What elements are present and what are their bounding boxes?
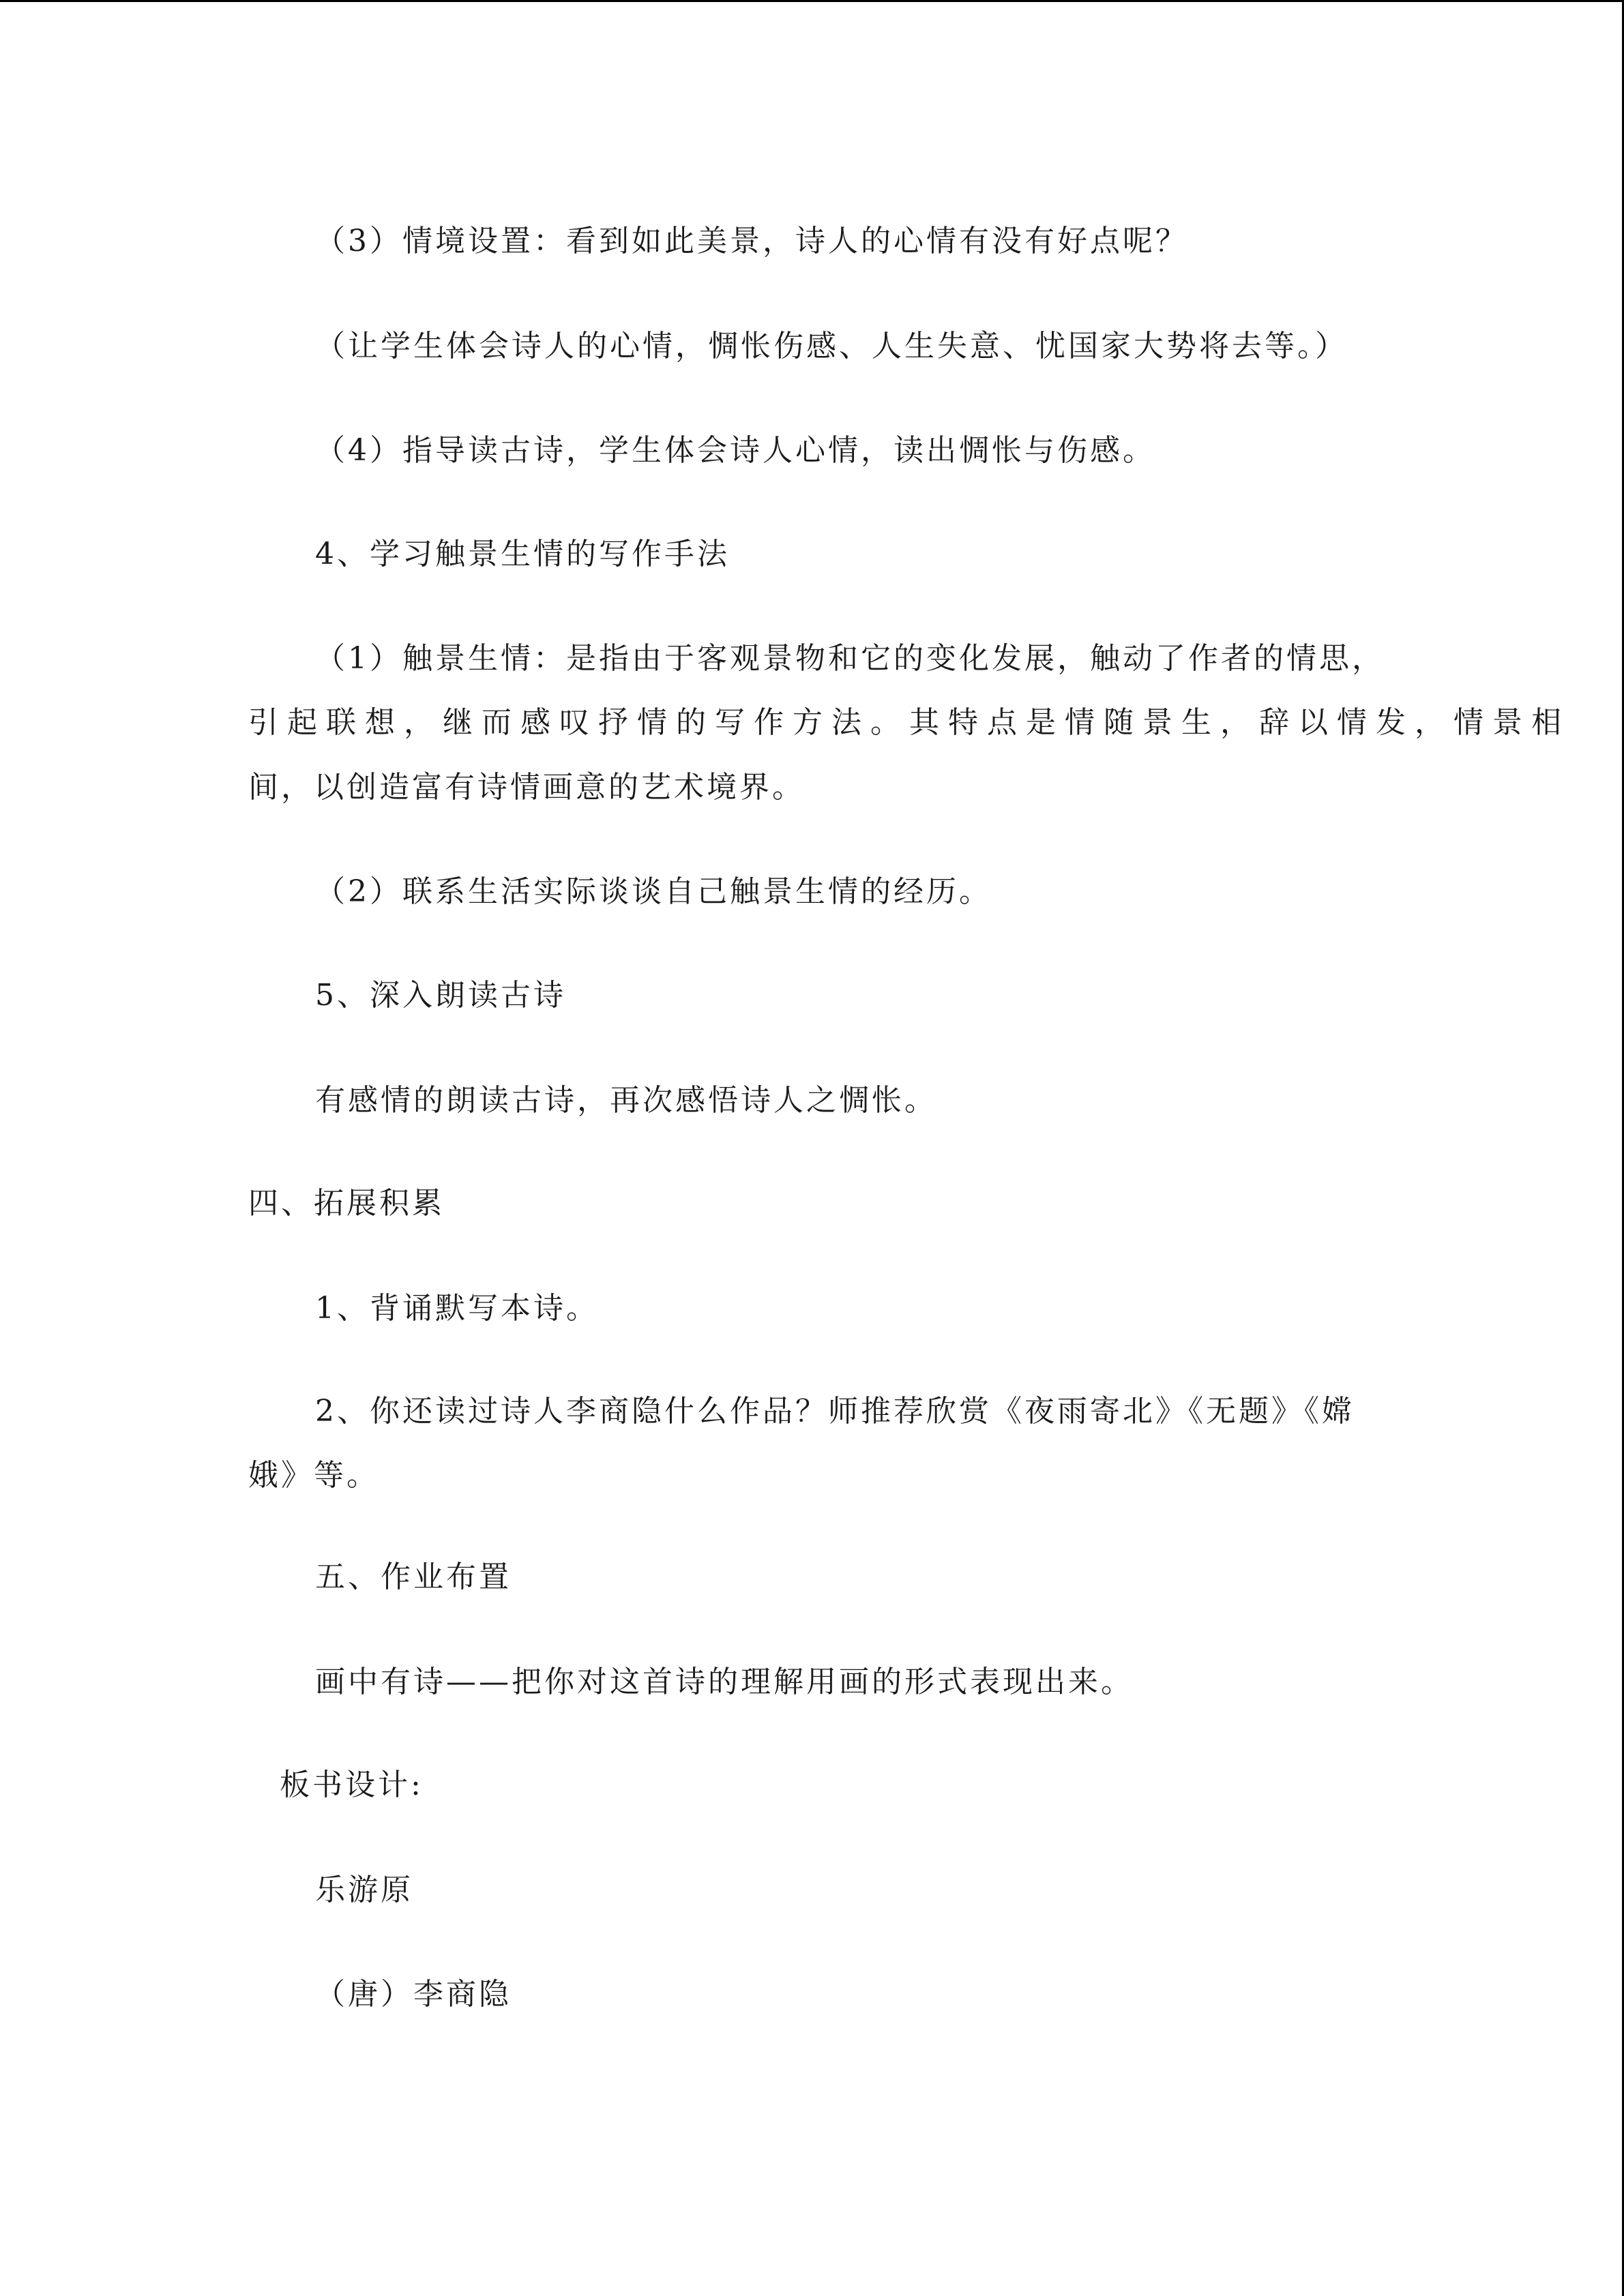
paragraph-line: （让学生体会诗人的心情，惆怅伤感、人生失意、忧国家大势将去等。） — [315, 329, 1348, 363]
page-border-top — [0, 0, 1624, 2]
section-heading: 四、拓展积累 — [248, 1186, 445, 1221]
paragraph-line: （2）联系生活实际谈谈自己触景生情的经历。 — [315, 874, 992, 909]
paragraph-line: （4）指导读古诗，学生体会诗人心情，读出惆怅与伤感。 — [315, 433, 1155, 468]
section-heading: 4、学习触景生情的写作手法 — [315, 537, 730, 571]
paragraph-line: 1、背诵默写本诗。 — [315, 1291, 599, 1326]
paragraph-line: （3）情境设置：看到如此美景，诗人的心情有没有好点呢？ — [315, 224, 1188, 258]
paragraph-line: 画中有诗——把你对这首诗的理解用画的形式表现出来。 — [315, 1665, 1134, 1699]
paragraph-line: 间，以创造富有诗情画意的艺术境界。 — [248, 770, 805, 805]
paragraph-line: 2、你还读过诗人李商隐什么作品？师推荐欣赏《夜雨寄北》《无题》《嫦 — [315, 1394, 1355, 1429]
section-heading: 5、深入朗读古诗 — [315, 978, 566, 1013]
section-heading: 五、作业布置 — [315, 1560, 512, 1594]
paragraph-line: 引起联想，继而感叹抒情的写作方法。其特点是情随景生，辞以情发，情景相 — [248, 705, 1570, 740]
poem-title: 乐游原 — [315, 1873, 413, 1907]
poem-author: （唐）李商隐 — [315, 1977, 512, 2012]
paragraph-line: （1）触景生情：是指由于客观景物和它的变化发展，触动了作者的情思， — [315, 641, 1385, 676]
paragraph-line: 娥》等。 — [248, 1458, 379, 1493]
board-design-label: 板书设计: — [280, 1768, 424, 1802]
paragraph-line: 有感情的朗读古诗，再次感悟诗人之惆怅。 — [315, 1083, 937, 1118]
